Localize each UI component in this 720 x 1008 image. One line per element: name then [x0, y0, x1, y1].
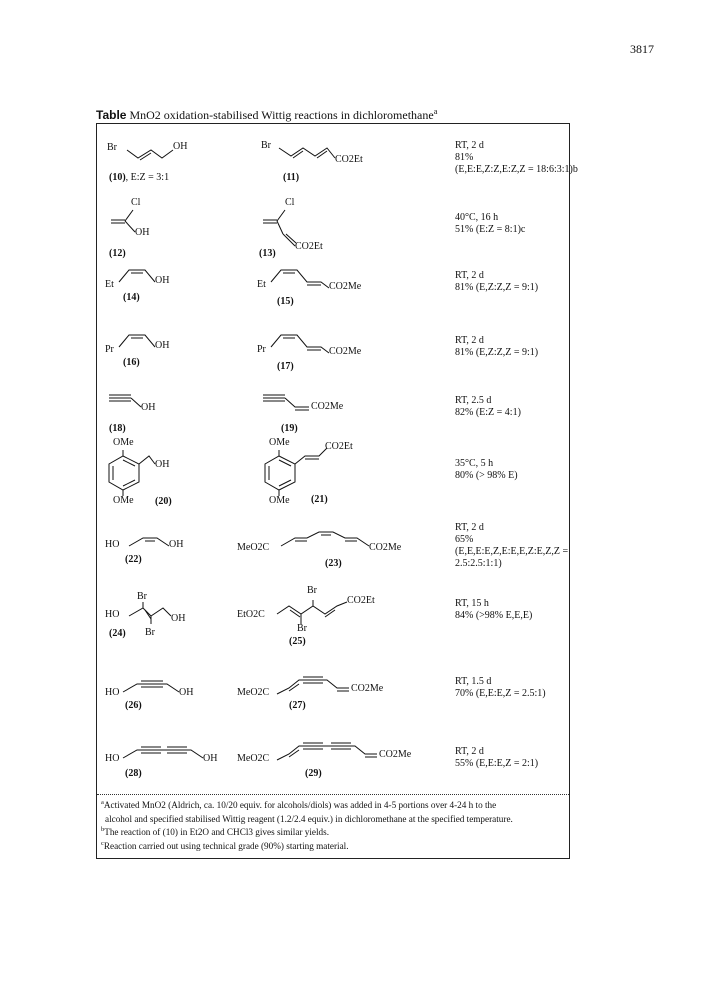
compound-id: (25)	[289, 636, 306, 647]
compound-id: (16)	[123, 357, 140, 368]
atom-label: OH	[173, 141, 188, 152]
compound-id: (12)	[109, 248, 126, 259]
table-caption	[96, 108, 437, 123]
atom-label: HO	[105, 609, 120, 620]
compound-id: (28)	[125, 768, 142, 779]
atom-label: Br	[261, 140, 271, 151]
atom-label: Br	[297, 623, 307, 634]
conditions: RT, 2 d 55% (E,E:E,Z = 2:1)	[455, 746, 539, 769]
atom-label: Br	[307, 585, 317, 596]
footnote-b: $^b$The reaction of (10) in Et2O and CHCl3 gives similar yields.	[101, 825, 330, 837]
atom-label: OMe	[269, 495, 290, 506]
conditions: RT, 2 d 81% (E,Z:Z,Z = 9:1)	[455, 270, 539, 293]
compound-id: (24)	[109, 628, 126, 639]
atom-label: Et	[257, 279, 266, 290]
atom-label: CO2Et	[295, 241, 323, 252]
atom-label: OH	[169, 539, 184, 550]
structure-22-bonds	[105, 528, 205, 558]
atom-label: EtO2C	[237, 609, 265, 620]
atom-label: HO	[105, 753, 120, 764]
compound-id: (13)	[259, 248, 276, 259]
conditions: 35°C, 5 h 80% (> 98% E)	[455, 458, 518, 481]
footnote-a-continued: alcohol and specified stabilised Wittig reagent (1.2/2.4 equiv.) in dichloromethane at the specified temperature.	[105, 813, 513, 824]
table-label: Table	[96, 108, 127, 122]
compound-id: (26)	[125, 700, 142, 711]
compound-id: (14)	[123, 292, 140, 303]
atom-label: CO2Me	[369, 542, 402, 553]
atom-label: Pr	[105, 344, 114, 355]
table-title: MnO2 oxidation-stabilised Wittig reactions in dichloromethane	[129, 108, 434, 122]
atom-label: OMe	[113, 437, 134, 448]
table-frame	[96, 123, 578, 859]
compound-id: (23)	[325, 558, 342, 569]
structure-16-bonds	[105, 329, 185, 359]
atom-label: HO	[105, 539, 120, 550]
atom-label: Cl	[285, 197, 295, 208]
atom-label: Br	[137, 591, 147, 602]
conditions: RT, 2.5 d 82% (E:Z = 4:1)	[455, 395, 521, 418]
atom-label: CO2Me	[329, 281, 362, 292]
conditions: RT, 2 d 81% (E,E:E,Z:Z,E:Z,Z = 18:6:3:1)b	[455, 140, 578, 175]
conditions: 40°C, 16 h 51% (E:Z = 8:1)c	[455, 212, 526, 235]
atom-label: OMe	[113, 495, 134, 506]
atom-label: Et	[105, 279, 114, 290]
compound-id: (29)	[305, 768, 322, 779]
compound-id: (17)	[277, 361, 294, 372]
page-number: 3817	[630, 42, 654, 56]
footnote-divider	[97, 794, 569, 795]
atom-label: Pr	[257, 344, 266, 355]
structure-29-bonds	[237, 742, 457, 776]
table-title-footnote-mark: a	[433, 107, 438, 116]
compound-id: (20)	[155, 496, 172, 507]
atom-label: Br	[107, 142, 117, 153]
atom-label: OH	[155, 459, 170, 470]
atom-label: Br	[145, 627, 155, 638]
atom-label: MeO2C	[237, 542, 270, 553]
structure-14-bonds	[105, 264, 185, 294]
conditions: RT, 15 h 84% (>98% E,E,E)	[455, 598, 533, 621]
atom-label: MeO2C	[237, 687, 270, 698]
atom-label: CO2Me	[379, 749, 412, 760]
atom-label: Cl	[131, 197, 141, 208]
footnote-a: $^a$Activated MnO2 (Aldrich, ca. 10/20 equiv. for alcohols/diols) was added in 4-5 portions over 4-24 h to the	[101, 798, 497, 810]
atom-label: OH	[203, 753, 218, 764]
compound-id: (22)	[125, 554, 142, 565]
structure-25-bonds	[237, 592, 437, 652]
conditions: RT, 1.5 d 70% (E,E:E,Z = 2.5:1)	[455, 676, 546, 699]
atom-label: OH	[155, 340, 170, 351]
conditions: RT, 2 d 65% (E,E,E:E,Z,E:E,E,Z:E,Z,Z = 2.5:2.5:1:1)	[455, 522, 569, 569]
compound-id: (19)	[281, 423, 298, 434]
compound-id: (11)	[283, 172, 300, 183]
conditions: RT, 2 d 81% (E,Z:Z,Z = 9:1)	[455, 335, 539, 358]
structure-18-bonds	[105, 389, 175, 419]
atom-label: OH	[171, 613, 186, 624]
atom-label: MeO2C	[237, 753, 270, 764]
footnote-c: $^c$Reaction carried out using technical grade (90%) starting material.	[101, 839, 349, 851]
compound-id: (10), E:Z = 3:1	[109, 172, 170, 183]
table-footnotes	[101, 799, 565, 853]
atom-label: OH	[179, 687, 194, 698]
atom-label: HO	[105, 687, 120, 698]
compound-id: (27)	[289, 700, 306, 711]
atom-label: OH	[155, 275, 170, 286]
atom-label: OMe	[269, 437, 290, 448]
atom-label: CO2Me	[311, 401, 344, 412]
atom-label: CO2Et	[325, 441, 353, 452]
atom-label: CO2Me	[329, 346, 362, 357]
atom-label: OH	[141, 402, 156, 413]
compound-id: (18)	[109, 423, 126, 434]
atom-label: OH	[135, 227, 150, 238]
atom-label: CO2Me	[351, 683, 384, 694]
compound-id: (21)	[311, 494, 328, 505]
compound-id: (15)	[277, 296, 294, 307]
atom-label: CO2Et	[347, 595, 375, 606]
atom-label: CO2Et	[335, 154, 363, 165]
